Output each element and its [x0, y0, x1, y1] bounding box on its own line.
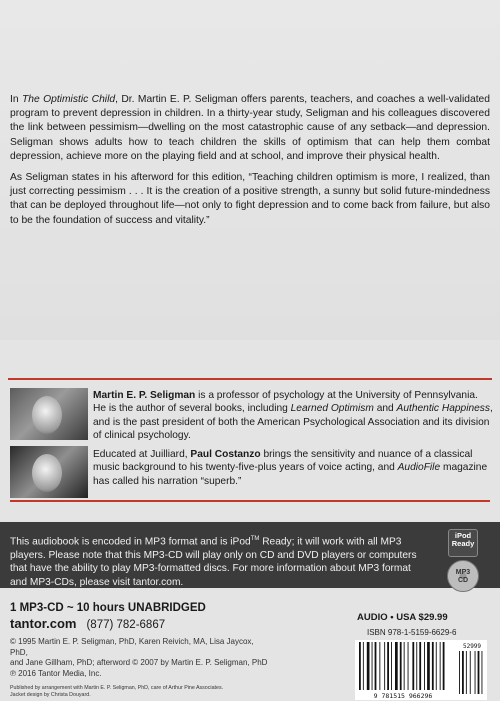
ipod-badge-line1: iPod	[454, 531, 472, 540]
book-description	[10, 93, 490, 235]
copyright-line: and Jane Gillham, PhD; afterword © 2007 by Martin E. P. Seligman, PhD	[10, 658, 268, 667]
divider-bottom	[10, 500, 490, 502]
author-book-2: Authentic Happiness	[396, 403, 490, 415]
barcode-bar	[404, 642, 405, 690]
author-book-1: Learned Optimism	[290, 403, 374, 415]
publisher-site: tantor.com	[10, 616, 77, 631]
barcode-addon-bar	[462, 651, 464, 694]
barcode-addon: 52999	[462, 643, 482, 650]
barcode-bar	[367, 642, 370, 690]
contact-line	[10, 616, 165, 631]
barcode-bar	[412, 642, 414, 690]
barcode-addon-bar	[475, 651, 476, 694]
barcode-bar	[359, 642, 361, 690]
barcode-addon-bar	[478, 651, 480, 694]
narrator-bio-text: Educated at Juilliard,	[93, 449, 191, 460]
author-face	[32, 396, 62, 434]
copyright	[10, 637, 270, 679]
author-name: Martin E. P. Seligman	[93, 390, 196, 401]
barcode-digits: 9 781515 966296	[373, 692, 433, 700]
barcode-bar	[384, 642, 385, 690]
barcode-bar	[395, 642, 398, 690]
author-bio-text: is a professor of psychology at the University of Pennsylvania. He is the author of several books, including	[93, 390, 478, 415]
barcode-bar	[440, 642, 441, 690]
barcode-bar	[443, 642, 445, 690]
price: AUDIO • USA $29.99	[357, 612, 448, 623]
barcode-bar	[387, 642, 389, 690]
barcode-addon-bar	[466, 651, 467, 694]
barcode-addon-bar	[470, 651, 471, 694]
barcode	[355, 640, 487, 700]
barcode-addon-bar	[459, 651, 460, 694]
copyright-line: ℗ 2016 Tantor Media, Inc.	[10, 668, 102, 678]
narrator-bio-text: magazine has called his narration “superb.”	[93, 462, 488, 487]
isbn: ISBN 978-1-5159-6629-6	[367, 628, 457, 637]
narrator-face	[32, 454, 62, 492]
ipod-ready-badge	[448, 529, 478, 557]
publisher-phone: (877) 782-6867	[86, 619, 166, 631]
mp3-cd-icon	[447, 560, 479, 592]
barcode-bar	[391, 642, 392, 690]
barcode-bar	[432, 642, 434, 690]
barcode-bar	[372, 642, 373, 690]
narrator-bio	[93, 448, 493, 488]
description-paragraph-2: As Seligman states in his afterword for this edition, “Teaching children optimism is more, I realized, than just correcting pessimism . . . It is the creation of a positive strength, a sunny but solid future-mindedness that can be deployed throughout life—not only to fight depression and to come back from failure, but also to be the foundation of success and vitality.”	[10, 172, 490, 226]
narrator-bio-text: brings the sensitivity and nuance of a classical music background to his twenty-five-plus years of voice acting, and	[93, 449, 473, 474]
barcode-bar	[416, 642, 417, 690]
mp3-notice-text: Ready; it will work with all MP3 players. Please note that this MP3-CD will play only on CD and DVD players or computers that have the ability to play MP3-formatted discs. For more information about MP3 format and MP3-CDs, please visit tantor.com.	[10, 536, 417, 588]
mp3-badge-line1: MP3	[455, 569, 471, 576]
book-title: The Optimistic Child	[21, 94, 116, 105]
divider-top	[8, 378, 492, 380]
barcode-bar	[400, 642, 402, 690]
author-bio-text: , and is the past president of both the American Psychological Association and its division of clinical psychology.	[93, 403, 493, 441]
barcode-bar	[419, 642, 421, 690]
barcode-addon-bar	[482, 651, 483, 694]
author-bio-text: and	[373, 403, 397, 415]
magazine-name: AudioFile	[397, 462, 441, 474]
barcode-bar	[436, 642, 437, 690]
author-bio	[93, 389, 493, 442]
mp3-badge-line2: CD	[457, 577, 469, 584]
barcode-bar	[408, 642, 409, 690]
format-line: 1 MP3-CD ~ 10 hours UNABRIDGED	[10, 602, 206, 614]
description-paragraph-1	[10, 93, 490, 164]
mp3-notice-text: This audiobook is encoded in MP3 format and is iPod	[10, 536, 251, 548]
barcode-bar	[424, 642, 425, 690]
barcode-bar	[363, 642, 364, 690]
barcode-bar	[427, 642, 430, 690]
desc-rest: , Dr. Martin E. P. Seligman offers parents, teachers, and coaches a well-validated program to prevent depression in children. In a thirty-year study, Seligman and his colleagues discovered the link between pessimism—dwelling on the most catastrophic cause of any setback—and depression. Seligman shows adults how to teach children the skills of optimism that can help them combat depression, achieve more on the playing field and at school, and improve their physical health.	[10, 94, 491, 162]
mp3-notice	[10, 533, 430, 589]
publication-line: Jacket design by Christa Douyard.	[10, 691, 91, 698]
barcode-bar	[375, 642, 377, 690]
publication-note	[10, 685, 330, 698]
publication-line: Published by arrangement with Martin E. P. Seligman, PhD, care of Arthur Pine Associates.	[10, 685, 224, 691]
narrator-photo	[10, 446, 88, 498]
desc-lead: In	[10, 94, 22, 105]
barcode-bar	[379, 642, 380, 690]
author-photo	[10, 388, 88, 440]
copyright-line: © 1995 Martin E. P. Seligman, PhD, Karen Reivich, MA, Lisa Jaycox, PhD,	[10, 637, 254, 657]
ipod-badge-line2: Ready	[451, 539, 475, 548]
narrator-name: Paul Costanzo	[190, 449, 261, 460]
trademark: TM	[250, 536, 260, 542]
